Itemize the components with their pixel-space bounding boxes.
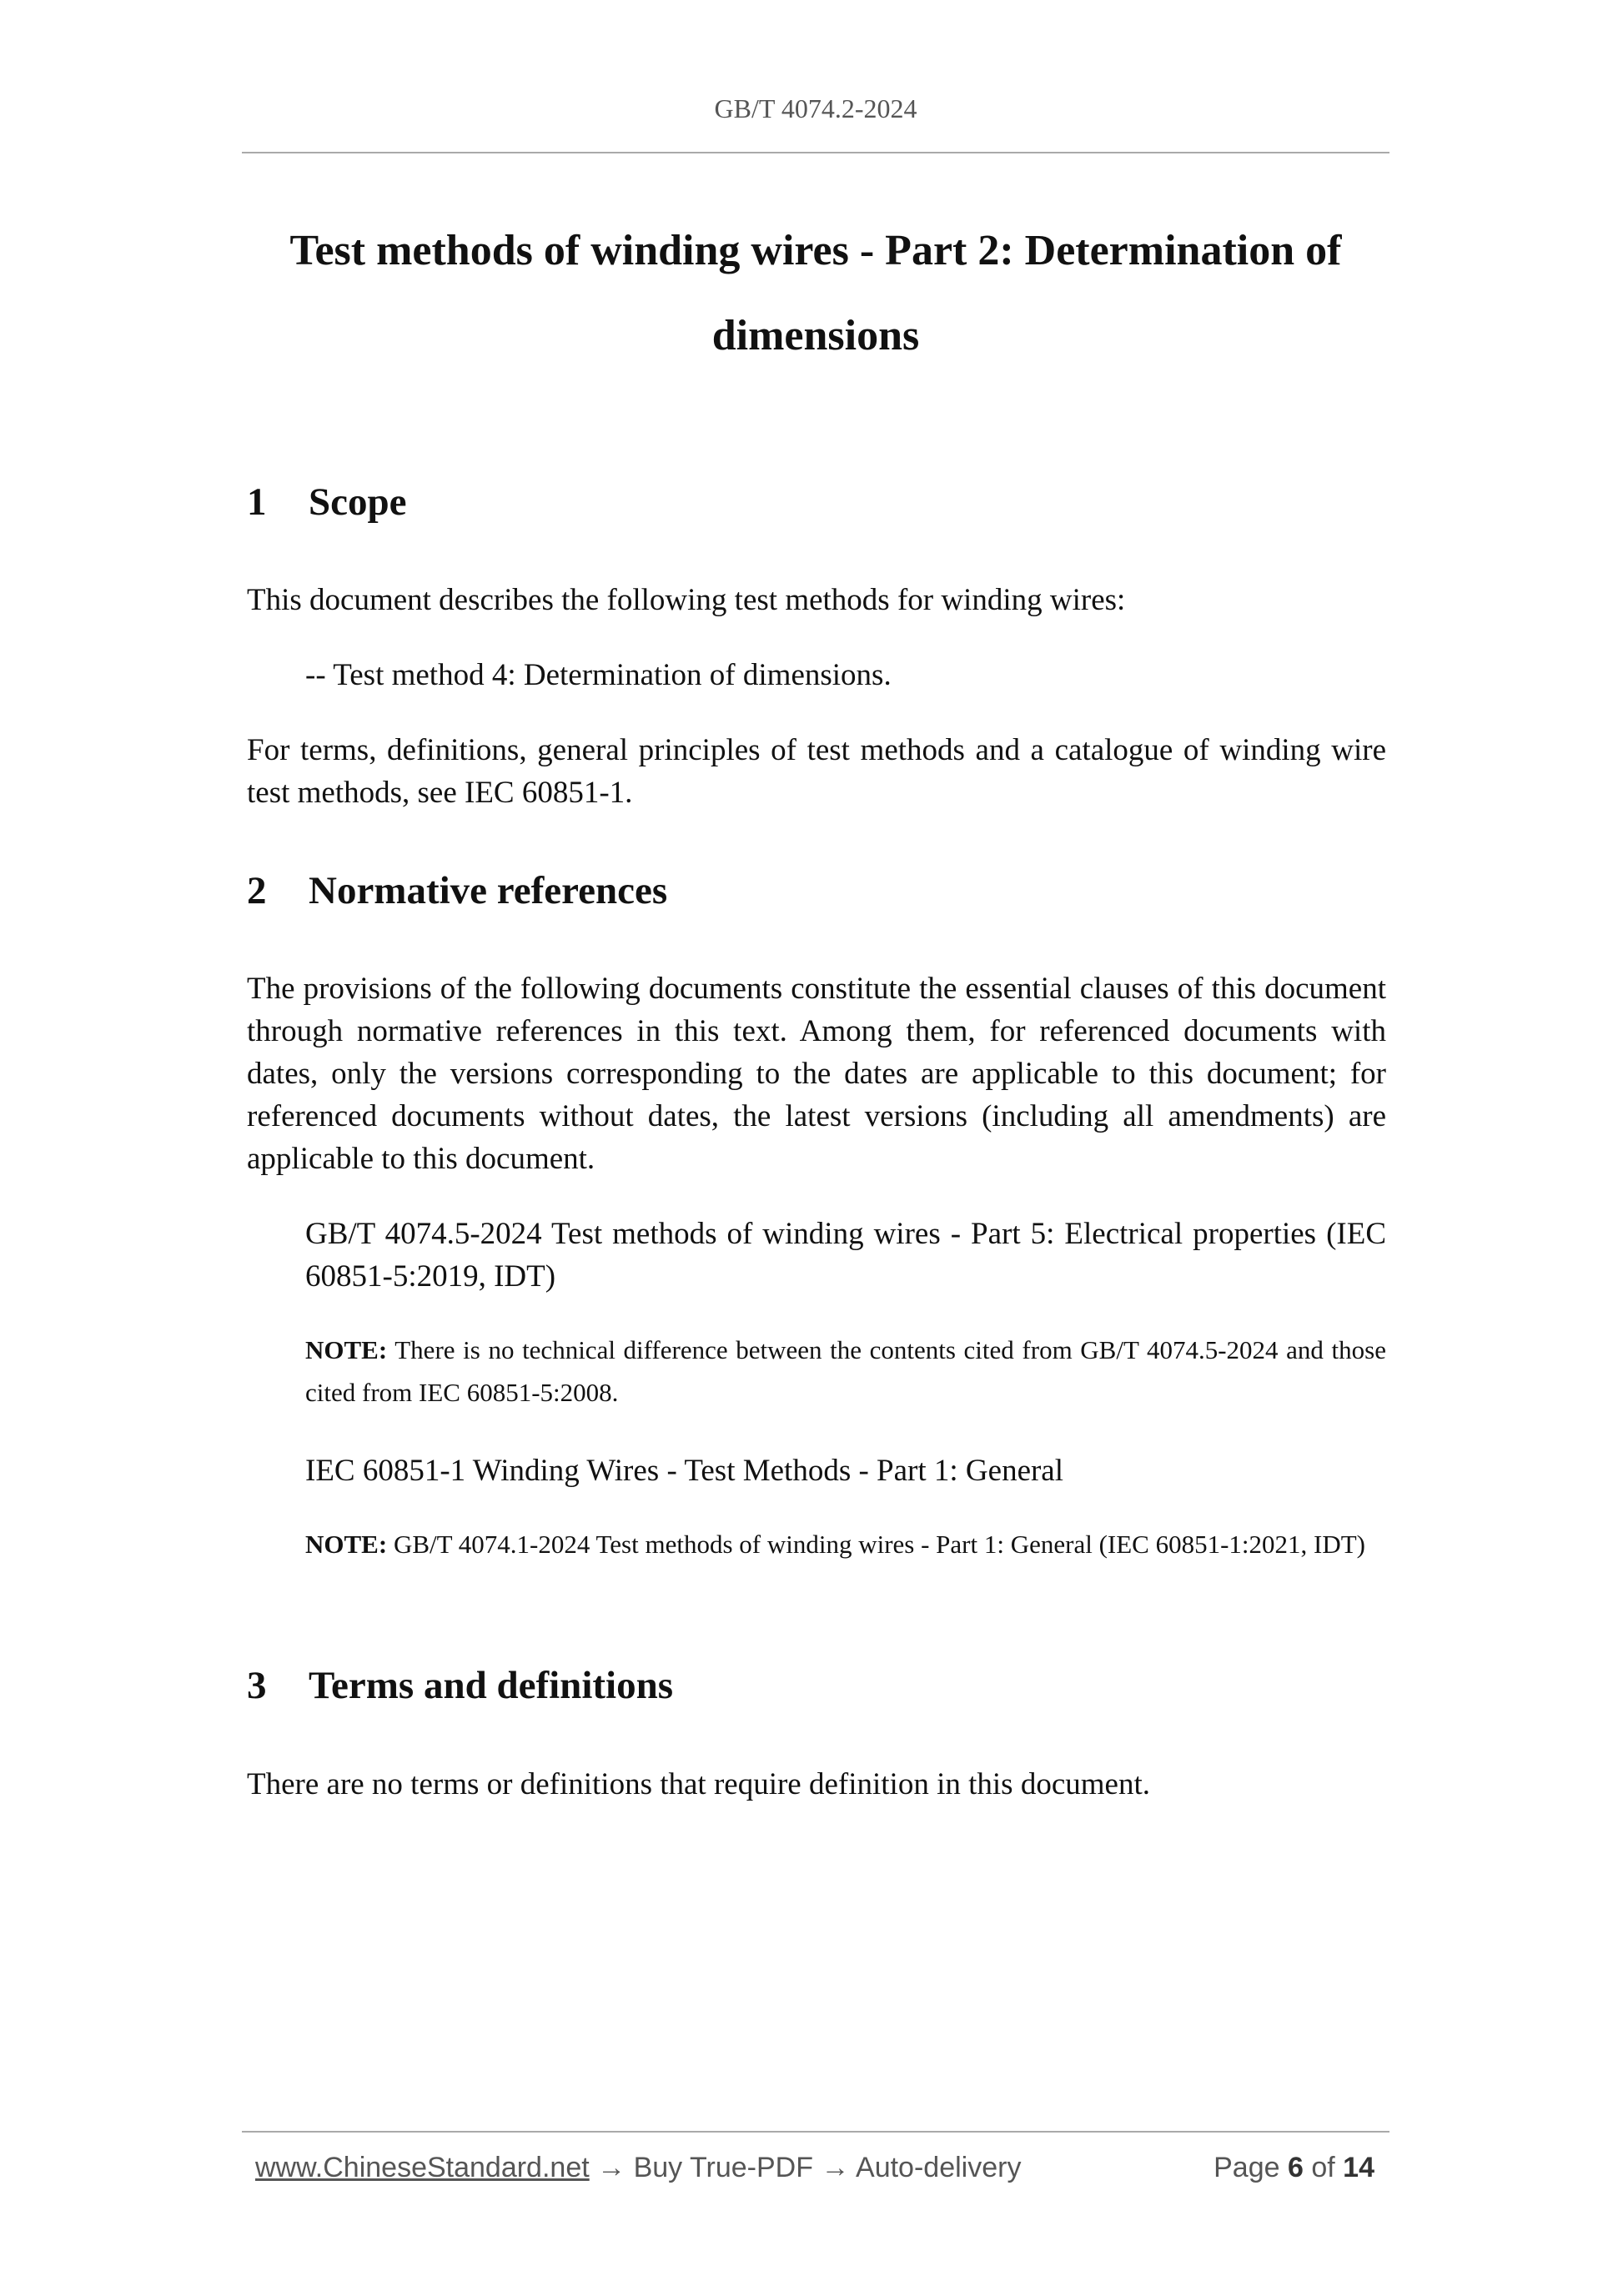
section-number: 3 [247,1664,267,1707]
site-link[interactable]: www.ChineseStandard.net [255,2152,590,2183]
section-heading-normative-references [247,866,667,916]
section-heading-terms [247,1660,673,1711]
scope-intro-paragraph: This document describes the following test methods for winding wires: [247,583,1126,617]
section-number: 1 [247,480,267,524]
normative-intro-paragraph: The provisions of the following documents constitute the essential clauses of this document through normative references in this text. Among them, for referenced documents with dates, only the versions corresponding to the dates are applicable to this document; for referenced documents without dates, the latest versions (including all amendments) are applicable to this document. [247,972,1386,1176]
page-total: 14 [1343,2152,1374,2183]
page-current: 6 [1287,2152,1304,2183]
section-heading-scope [247,477,407,527]
section-number: 2 [247,869,267,912]
document-title-line2: dimensions [711,312,920,359]
note-label: NOTE: [305,1335,388,1364]
document-title-line1: Test methods of winding wires - Part 2: Determination of [289,227,1342,274]
page-header-doc-code: GB/T 4074.2-2024 [714,93,917,123]
scope-reference-paragraph: For terms, definitions, general principles of test methods and a catalogue of winding wire test methods, see IEC 60851-1. [247,733,1386,810]
arrow-icon: → [821,2152,850,2183]
auto-delivery-text: Auto-delivery [856,2152,1022,2183]
footer-promo [255,2152,1021,2184]
section-title: Normative references [309,869,668,912]
normative-reference-2: IEC 60851-1 Winding Wires - Test Methods - Part 1: General [305,1454,1064,1488]
footer-divider [242,2131,1389,2133]
normative-reference-1: GB/T 4074.5-2024 Test methods of winding wires - Part 5: Electrical properties (IEC 60851-5:2019, IDT) [305,1217,1386,1294]
arrow-icon: → [597,2152,626,2183]
document-title [242,208,1389,379]
note-text: GB/T 4074.1-2024 Test methods of winding wires - Part 1: General (IEC 60851-1:2021, IDT) [393,1530,1365,1559]
page-label: Page [1213,2152,1280,2183]
section-title: Scope [309,480,407,524]
normative-note-2 [305,1523,1386,1565]
normative-note-1 [305,1329,1386,1414]
terms-paragraph: There are no terms or definitions that require definition in this document. [247,1767,1150,1801]
page-indicator [1213,2152,1374,2184]
buy-pdf-text: Buy True-PDF [633,2152,813,2183]
header-divider [242,152,1389,153]
page-of: of [1311,2152,1335,2183]
section-title: Terms and definitions [309,1664,674,1707]
note-text: There is no technical difference between the contents cited from GB/T 4074.5-2024 and those cited from IEC 60851-5:2008. [305,1335,1386,1407]
scope-list-item: -- Test method 4: Determination of dimensions. [305,658,892,692]
note-label: NOTE: [305,1530,388,1559]
